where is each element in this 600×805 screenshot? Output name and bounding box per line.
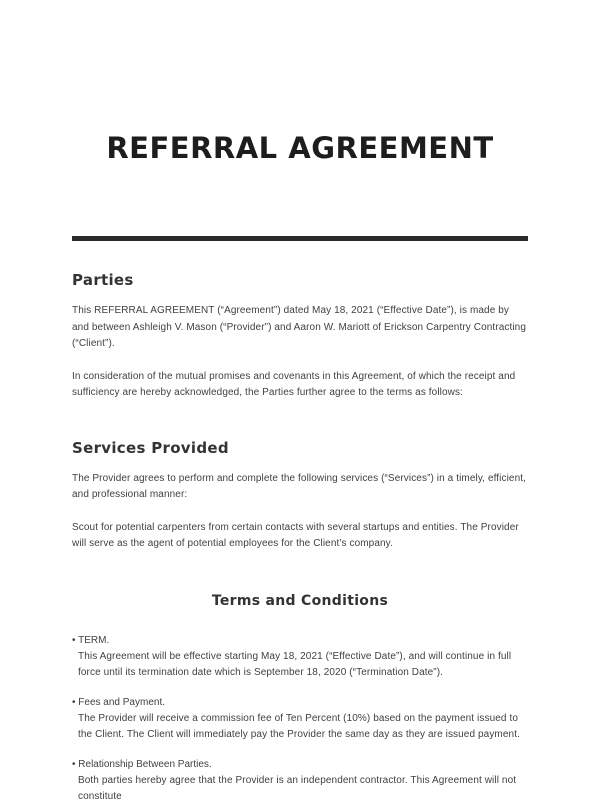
section-heading-services-provided: Services Provided [72, 438, 229, 457]
section-services-provided [72, 438, 528, 553]
term-item-term [72, 633, 528, 681]
divider [72, 236, 528, 241]
term-item-relationship-between-parties [72, 757, 528, 805]
parties-paragraph-1: This REFERRAL AGREEMENT (“Agreement”) dated May 18, 2021 (“Effective Date”), is made by and between Ashleigh V. Mason (“Provider”) and Aaron W. Mariott of Erickson Carpentry Contracting (“Client”). [72, 305, 526, 349]
page-title: REFERRAL AGREEMENT [106, 131, 494, 165]
term-item-text: The Provider will receive a commission fee of Ten Percent (10%) based on the payment issued to the Client. The Client will immediately pay the Provider the same day as they are issued payment. [78, 712, 520, 740]
services-paragraph-1: The Provider agrees to perform and complete the following services (“Services”) in a timely, efficient, and professional manner: [72, 472, 527, 500]
terms-list [72, 633, 528, 805]
term-item-fees-and-payment [72, 695, 528, 743]
term-item-text: This Agreement will be effective starting May 18, 2021 (“Effective Date”), and will continue in full force until its termination date which is September 18, 2020 (“Termination Date”). [78, 650, 512, 678]
terms-and-conditions-heading: Terms and Conditions [211, 592, 389, 609]
term-item-text: Both parties hereby agree that the Provider is an independent contractor. This Agreement will not constitute [78, 774, 517, 802]
term-item-label: • TERM. [72, 633, 528, 649]
term-item-label: • Relationship Between Parties. [72, 757, 528, 773]
term-item-label: • Fees and Payment. [72, 695, 528, 711]
section-parties [72, 270, 528, 402]
parties-paragraph-2: In consideration of the mutual promises and covenants in this Agreement, of which the receipt and sufficiency are hereby acknowledged, the Parties further agree to the terms as follows: [72, 370, 516, 398]
services-paragraph-2: Scout for potential carpenters from certain contacts with several startups and entities. The Provider will serve as the agent of potential employees for the Client’s company. [72, 521, 519, 549]
section-heading-parties: Parties [72, 271, 134, 289]
